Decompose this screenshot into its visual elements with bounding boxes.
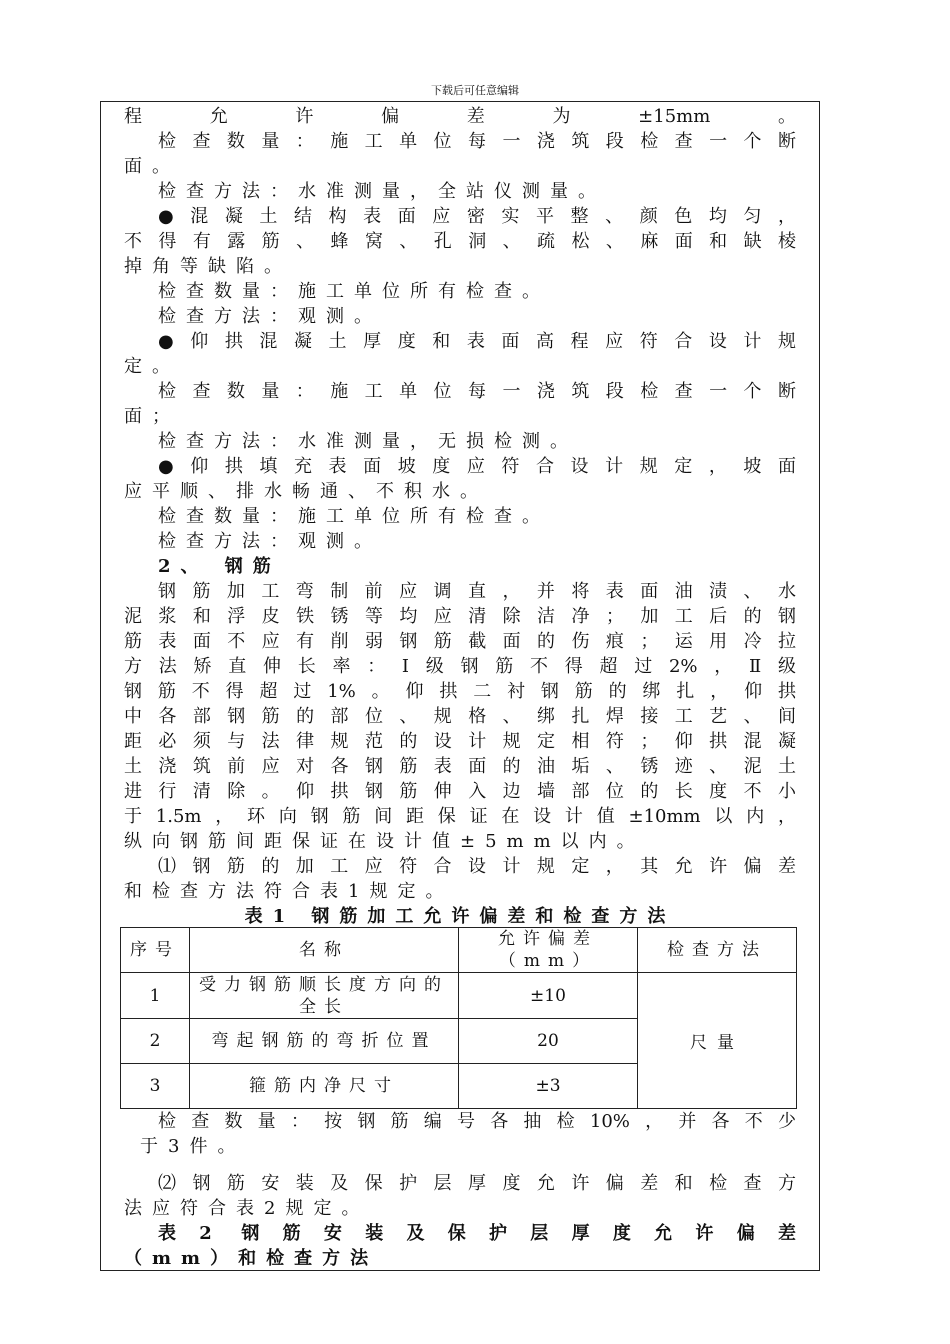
text-line: 检查数量：施工单位每一浇筑段检查一个断 — [158, 131, 796, 152]
text-line: 检查方法：观测。 — [158, 306, 382, 327]
table1-caption: 表1 钢筋加工允许偏差和检查方法 — [244, 906, 676, 927]
text-line: 应平顺、排水畅通、不积水。 — [124, 481, 488, 502]
text-line: 中各部钢筋的部位、规格、绑扎焊接工艺、间 — [124, 706, 796, 727]
text-line: 钢筋不得超过1%。仰拱二衬钢筋的绑扎，仰拱 — [124, 681, 796, 702]
text-line: 检查数量：施工单位每一浇筑段检查一个断 — [158, 381, 796, 402]
row-no: 2 — [121, 1019, 190, 1064]
row-no: 3 — [121, 1064, 190, 1109]
text-line: 检查数量：施工单位所有检查。 — [158, 506, 550, 527]
section-heading: 2、 钢筋 — [158, 556, 281, 577]
text-line: 法应符合表2规定。 — [124, 1198, 370, 1219]
text-line: 检查方法：水准测量，无损检测。 — [158, 431, 578, 452]
text-line: 距必须与法律规范的设计规定相符；仰拱混凝 — [124, 731, 796, 752]
row-tolerance: 20 — [459, 1019, 638, 1064]
text-line: 和检查方法符合表1规定。 — [124, 881, 454, 902]
text-line: 纵向钢筋间距保证在设计值±5mm以内。 — [124, 831, 645, 852]
text-line: ⑵钢筋安装及保护层厚度允许偏差和检查方 — [158, 1173, 796, 1194]
page-header: 下载后可任意编辑 — [431, 84, 519, 97]
text-line: 检查方法：观测。 — [158, 531, 382, 552]
text-line: 面； — [124, 406, 180, 427]
document-body — [124, 104, 796, 930]
text-line: 面。 — [124, 156, 180, 177]
text-line: ●仰拱填充表面坡度应符合设计规定，坡面 — [158, 456, 796, 477]
table-header-row — [121, 928, 797, 973]
row-name: 箍筋内净尺寸 — [190, 1064, 459, 1109]
text-line: 掉角等缺陷。 — [124, 256, 292, 277]
text-line: 方法矫直伸长率：Ⅰ级钢筋不得超过2%，Ⅱ级 — [124, 656, 796, 677]
header-cell-name: 名称 — [190, 928, 459, 973]
header-cell-no: 序号 — [121, 928, 190, 973]
text-line: 检查数量：按钢筋编号各抽检10%，并各不少 — [158, 1111, 796, 1132]
table-row — [121, 973, 797, 1019]
header-cell-method: 检查方法 — [638, 928, 797, 973]
text-line: ●仰拱混凝土厚度和表面高程应符合设计规 — [158, 331, 796, 352]
text-line: 不得有露筋、蜂窝、孔洞、疏松、麻面和缺棱 — [124, 231, 796, 252]
text-line: 土浇筑前应对各钢筋表面的油垢、锈迹、泥土 — [124, 756, 796, 777]
text-line: 泥浆和浮皮铁锈等均应清除洁净；加工后的钢 — [124, 606, 796, 627]
row-method: 尺量 — [638, 973, 797, 1109]
text-line: 筋表面不应有削弱钢筋截面的伤痕；运用冷拉 — [124, 631, 796, 652]
text-line: 程允许偏差为±15mm。 — [124, 106, 796, 127]
header-cell-tolerance: 允许偏差（mm） — [459, 928, 638, 973]
text-line: ⑴钢筋的加工应符合设计规定，其允许偏差 — [158, 856, 796, 877]
row-name: 受力钢筋顺长度方向的全长 — [190, 973, 459, 1019]
row-no: 1 — [121, 973, 190, 1019]
table2-caption-cont: （mm）和检查方法 — [124, 1248, 379, 1269]
row-tolerance: ±3 — [459, 1064, 638, 1109]
table1 — [120, 927, 797, 1109]
row-name: 弯起钢筋的弯折位置 — [190, 1019, 459, 1064]
row-tolerance: ±10 — [459, 973, 638, 1019]
text-line: ●混凝土结构表面应密实平整、颜色均匀， — [158, 206, 796, 227]
text-line: 检查数量：施工单位所有检查。 — [158, 281, 550, 302]
text-line: 钢筋加工弯制前应调直，并将表面油渍、水 — [158, 581, 796, 602]
text-line: 定。 — [124, 356, 180, 377]
table2-caption: 表2 钢筋安装及保护层厚度允许偏差 — [158, 1223, 796, 1244]
text-line: 进行清除。仰拱钢筋伸入边墙部位的长度不小 — [124, 781, 796, 802]
text-line: 于3件。 — [140, 1136, 246, 1157]
document-body-lower — [124, 1109, 796, 1271]
text-line: 于1.5m，环向钢筋间距保证在设计值±10mm以内， — [124, 806, 796, 827]
text-line: 检查方法：水准测量，全站仪测量。 — [158, 181, 606, 202]
